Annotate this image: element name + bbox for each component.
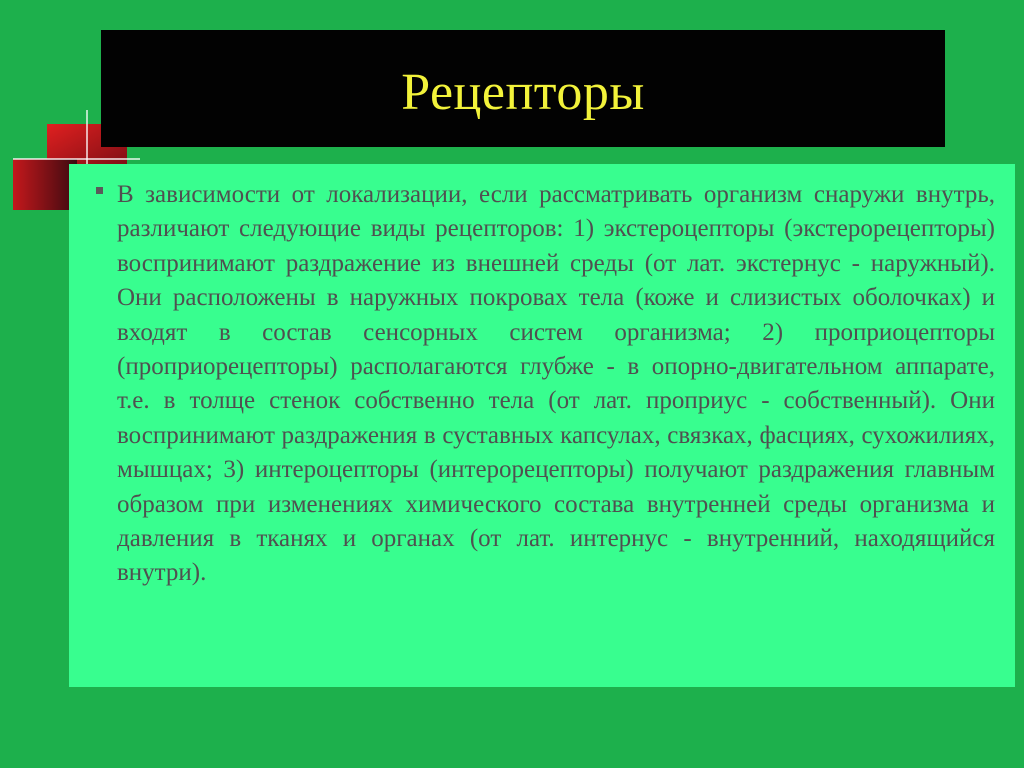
content-panel xyxy=(69,164,1015,687)
bullet-square-icon xyxy=(96,187,103,194)
body-text: В зависимости от локализации, если рассматривать организм снаружи внутрь, различают следующие виды рецепторов: 1) экстероцепторы (экстерорецепторы) воспринимают раздражение из внешней среды (от лат. экстернус - наружный). Они расположены в наружных покровах тела (коже и слизистых оболочках) и входят в состав сенсорных систем организма; 2) проприоцепторы (проприорецепторы) располагаются глубже - в опорно-двигательном аппарате, т.е. в толще стенок собственно тела (от лат. проприус - собственный). Они воспринимают раздражения в суставных капсулах, связках, фасциях, сухожилиях, мышцах; 3) интероцепторы (интерорецепторы) получают раздражения главным образом при изменениях химического состава внутренней среды организма и давления в тканях и органах (от лат. интернус - внутренний, находящийся внутри). xyxy=(117,181,995,587)
red-square-lower xyxy=(13,159,77,210)
title-bar xyxy=(101,30,945,147)
bullet-item xyxy=(117,178,995,591)
slide-title: Рецепторы xyxy=(401,63,645,121)
